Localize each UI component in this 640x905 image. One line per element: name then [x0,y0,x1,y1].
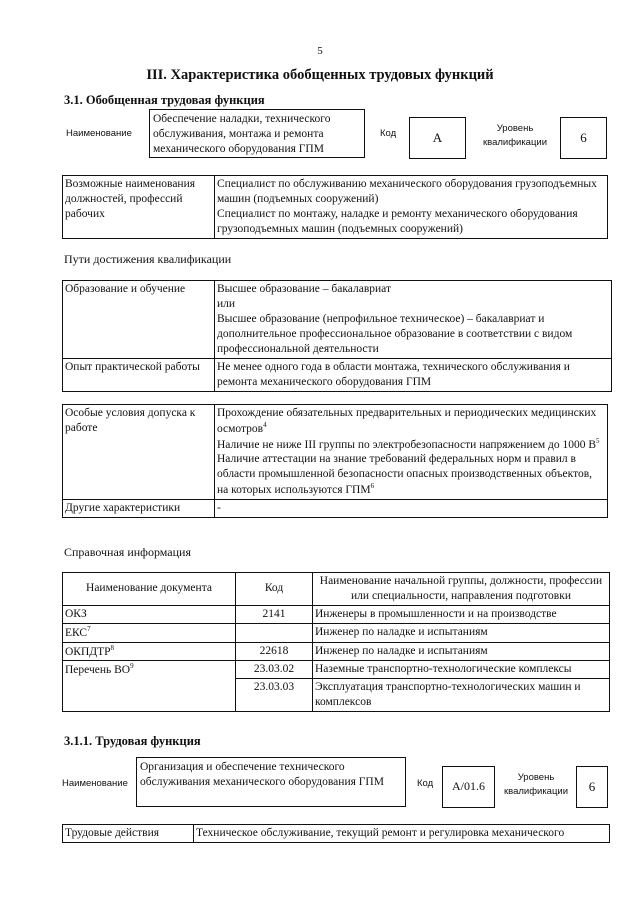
ref-heading: Справочная информация [64,545,191,559]
tf-code-value: А/01.6 [442,766,495,808]
ref-name: Инженер по наладке и испытаниям [313,642,610,661]
ref-code: 23.03.02 [236,661,313,679]
ref-header-code: Код [236,573,313,606]
table-row [63,623,610,642]
position-item: Специалист по обслуживанию механического оборудования грузоподъемных машин (подъемных сооружений) [217,178,597,205]
gtf-level-value: 6 [560,117,607,159]
gtf-level-label: Уровень квалификации [482,123,548,149]
gtf-name-label: Наименование [66,128,132,139]
other-value: - [215,500,608,518]
tf-name-value: Организация и обеспечение технического обслуживания механического оборудования ГПМ [136,757,406,807]
actions-table [62,824,610,843]
paths-heading: Пути достижения квалификации [64,252,232,266]
ref-doc: ЕКС$^7$ [63,623,236,642]
section-title: III. Характеристика обобщенных трудовых функций [146,67,494,83]
footnote-ref: 8 [110,643,115,652]
actions-label: Трудовые действия [63,825,194,843]
footnote-ref: 4 [263,420,267,429]
education-line: Высшее образование – бакалавриат [217,283,391,295]
ref-doc: Перечень $ВО^9$ [63,661,236,712]
table-row [63,642,610,661]
actions-value: Техническое обслуживание, текущий ремонт и регулировка механического [194,825,610,843]
education-table [62,280,612,392]
table-row [63,661,610,679]
ref-name: Наземные транспортно-технологические комплексы [313,661,610,679]
footnote-ref: 6 [370,482,375,491]
tf-level-value: 6 [576,766,608,808]
ref-doc: ОКЗ [63,605,236,623]
ref-code: 2141 [236,605,313,623]
ref-name: Инженер по наладке и испытаниям [313,623,610,642]
position-item: Специалист по монтажу, наладке и ремонту механического оборудования грузоподъемных машин (подъемных сооружений) [217,207,578,235]
tf-heading: 3.1.1. Трудовая функция [64,734,201,748]
condition-item: Наличие не ниже III группы по электробезопасности напряжением до 1000 $В^5$ [217,436,600,451]
ref-table [62,572,610,712]
footnote-ref: 7 [87,624,91,633]
education-values [215,281,612,359]
footnote-ref: 5 [596,436,600,445]
conditions-values [215,405,608,500]
condition-item: Наличие аттестации на знание требований федеральных норм и правил в области промышленной безопасности опасных производственных объектов, на которых используются ГПМ$^6$ [217,453,593,497]
experience-value: Не менее одного года в области монтажа, технического обслуживания и ремонта механического оборудования ГПМ [215,358,612,391]
gtf-code-label: Код [380,128,397,139]
positions-label: Возможные наименования должностей, профессий рабочих [63,176,215,239]
gtf-heading: 3.1. Обобщенная трудовая функция [64,93,265,107]
positions-table [62,175,608,239]
tf-level-label: Уровень квалификации [503,772,569,798]
ref-header-doc: Наименование документа [63,573,236,606]
gtf-code-value: А [409,117,466,159]
gtf-name-value: Обеспечение наладки, технического обслуживания, монтажа и ремонта механического оборудования ГПМ [149,109,365,158]
ref-header-name: Наименование начальной группы, должности, профессии или специальности, направления подготовки [313,573,610,606]
tf-name-label: Наименование [62,778,128,789]
education-line: или [217,297,236,310]
ref-code: 22618 [236,642,313,661]
tf-code-label: Код [417,778,434,789]
other-label: Другие характеристики [63,500,215,518]
experience-label: Опыт практической работы [63,358,215,391]
condition-item: Прохождение обязательных предварительных и периодических медицинских осмотров$^4$ [217,407,597,435]
ref-name: Эксплуатация транспортно-технологических машин и комплексов [313,679,610,712]
table-row [63,605,610,623]
page-number: 5 [317,45,323,57]
education-label: Образование и обучение [63,281,215,359]
ref-doc: ОКПДТР$^8$ [63,642,236,661]
conditions-table [62,404,608,518]
ref-name: Инженеры в промышленности и на производстве [313,605,610,623]
ref-code: 23.03.03 [236,679,313,712]
conditions-label: Особые условия допуска к работе [63,405,215,500]
education-line: Высшее образование (непрофильное техническое) – бакалавриат и дополнительное профессиональное образование в соответствии с видом профессиональной деятельности [217,312,573,355]
positions-values [215,176,608,239]
ref-code [236,623,313,642]
footnote-ref: 9 [130,662,134,671]
